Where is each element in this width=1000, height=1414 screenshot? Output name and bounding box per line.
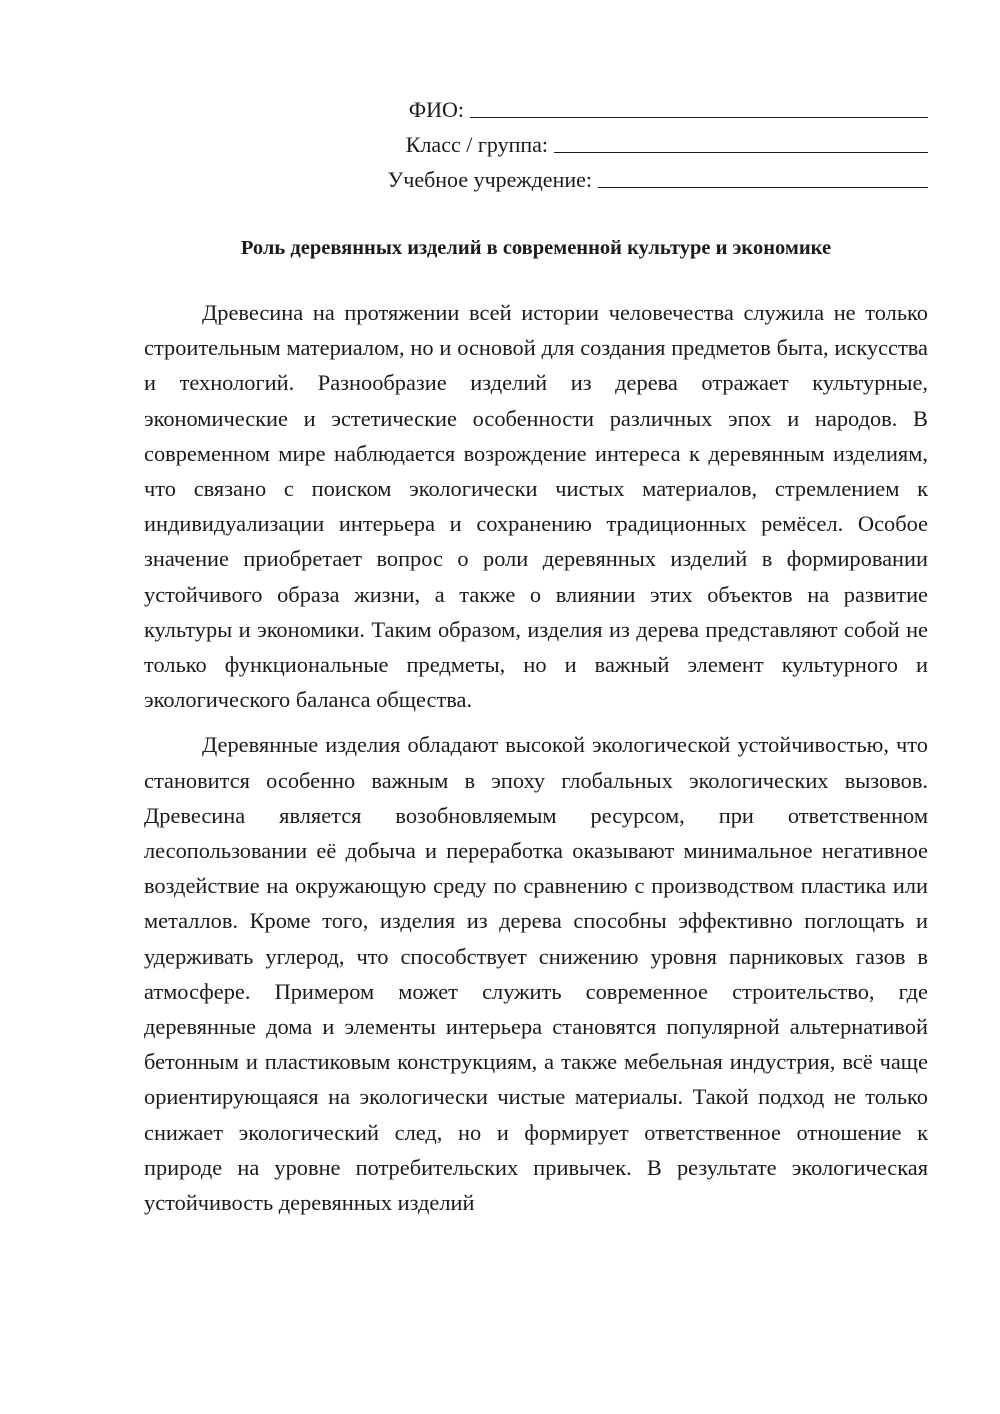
- class-field: [328, 127, 928, 162]
- paragraph-2: Деревянные изделия обладают высокой экологической устойчивостью, что становится особенно важным в эпоху глобальных экологических вызовов. Древесина является возобновляемым ресурсом, при ответственном лесопользовании её добыча и переработка оказывают минимальное негативное воздействие на окружающую среду по сравнению с производством пластика или металлов. Кроме того, изделия из дерева способны эффективно поглощать и удерживать углерод, что способствует снижению уровня парниковых газов в атмосфере. Примером может служить современное строительство, где деревянные дома и элементы интерьера становятся популярной альтернативой бетонным и пластиковым конструкциям, а также мебельная индустрия, всё чаще ориентирующаяся на экологически чистые материалы. Такой подход не только снижает экологический след, но и формирует ответственное отношение к природе на уровне потребительских привычек. В результате экологическая устойчивость деревянных изделий: [144, 732, 928, 1216]
- class-label: Класс / группа:: [405, 132, 548, 157]
- fio-blank-line: [470, 117, 928, 118]
- institution-blank-line: [598, 187, 928, 188]
- document-body: [144, 295, 928, 1230]
- document-title: Роль деревянных изделий в современной культуре и экономике: [240, 237, 832, 259]
- institution-field: [328, 162, 928, 197]
- fio-field: [328, 92, 928, 127]
- class-blank-line: [554, 152, 928, 153]
- student-info-block: [328, 92, 928, 197]
- paragraph-1: Древесина на протяжении всей истории человечества служила не только строительным материалом, но и основой для создания предметов быта, искусства и технологий. Разнообразие изделий из дерева отражает культурные, экономические и эстетические особенности различных эпох и народов. В современном мире наблюдается возрождение интереса к деревянным изделиям, что связано с поиском экологически чистых материалов, стремлением к индивидуализации интерьера и сохранению традиционных ремёсел. Особое значение приобретает вопрос о роли деревянных изделий в формировании устойчивого образа жизни, а также о влиянии этих объектов на развитие культуры и экономики. Таким образом, изделия из дерева представляют собой не только функциональные предметы, но и важный элемент культурного и экологического баланса общества.: [144, 300, 928, 713]
- fio-label: ФИО:: [408, 97, 464, 122]
- institution-label: Учебное учреждение:: [387, 167, 592, 192]
